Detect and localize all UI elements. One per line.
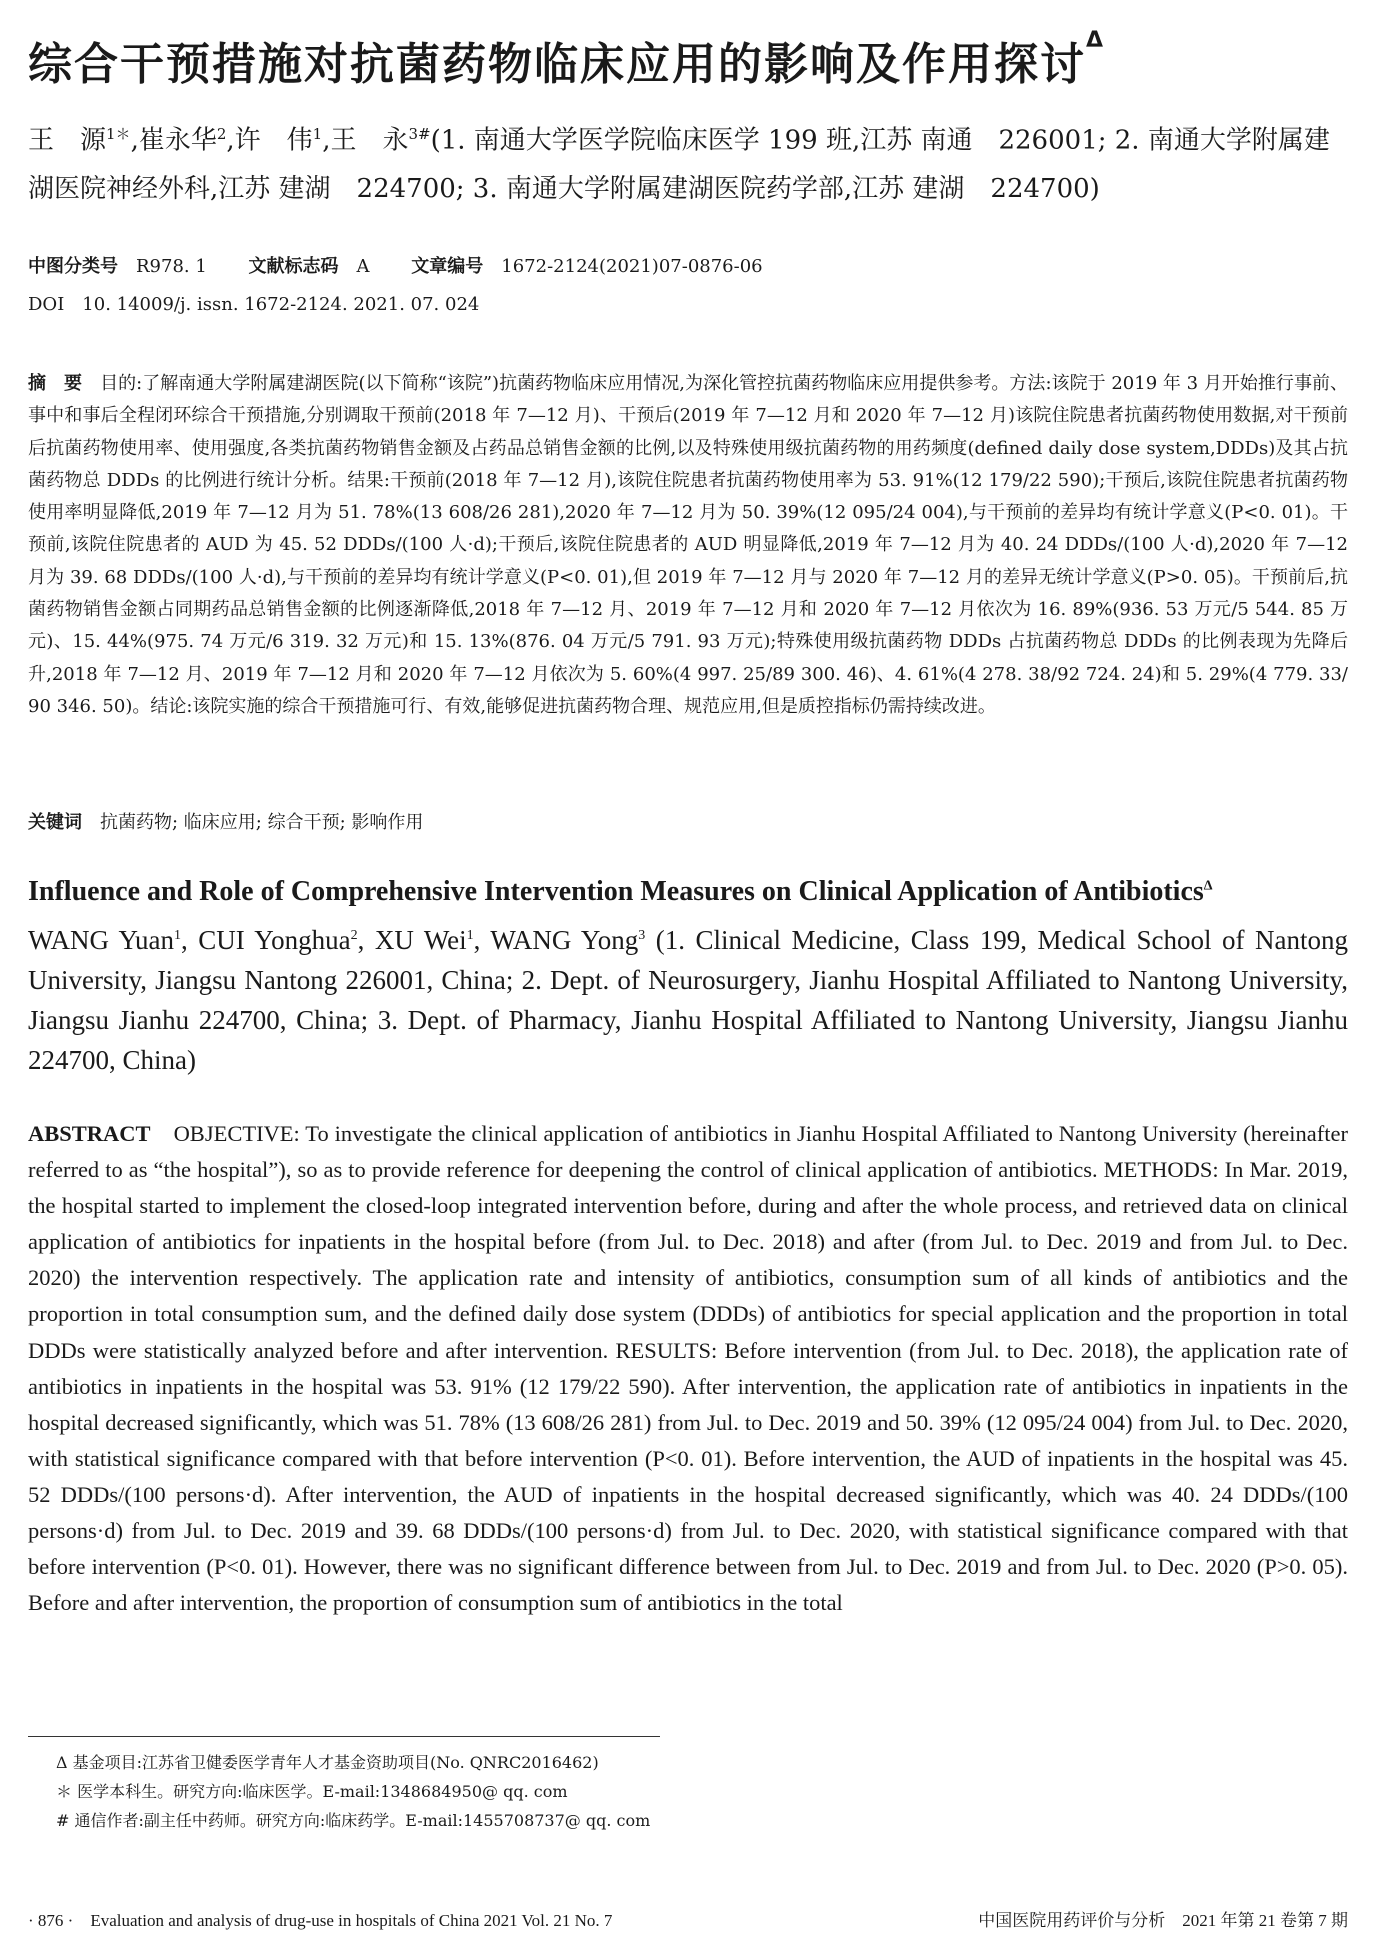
author-cn-2: ,崔永华: [130, 125, 217, 156]
author-cn-4-mark: 3#: [408, 125, 431, 143]
title-en-text: Influence and Role of Comprehensive Intervention Measures on Clinical Application of Antibiotics: [28, 876, 1204, 907]
authors-affiliations-cn: [28, 110, 1348, 213]
article-meta: [28, 248, 1348, 324]
meta-row: [28, 248, 1348, 286]
abstract-en-text: OBJECTIVE: To investigate the clinical application of antibiotics in Jianhu Hospital Affiliated to Nantong University (hereinafter referred to as “the hospital”), so as to provide reference for deepening the control of clinical application of antibiotics. METHODS: In Mar. 2019, the hospital started to implement the closed-loop integrated intervention before, during and after the whole process, and retrieved data on clinical application of antibiotics for inpatients in the hospital before (from Jul. to Dec. 2018) and after (from Jul. to Dec. 2019 and from Jul. to Dec. 2020) the intervention respectively. The application rate and intensity of antibiotics, consumption sum of all kinds of antibiotics and the proportion in total consumption sum, and the defined daily dose system (DDDs) of antibiotics for special application and the proportion in total DDDs were statistically analyzed before and after intervention. RESULTS: Before intervention (from Jul. to Dec. 2018), the application rate of antibiotics in inpatients in the hospital was 53. 91% (12 179/22 590). After intervention, the application rate of antibiotics in inpatients in the hospital decreased significantly, which was 51. 78% (13 608/26 281) from Jul. to Dec. 2019 and 50. 39% (12 095/24 004) from Jul. to Dec. 2020, with statistical significance compared with that before intervention (P<0. 01). Before intervention, the AUD of inpatients in the hospital was 45. 52 DDDs/(100 persons·d). After intervention, the AUD of inpatients in the hospital decreased significantly, which was 40. 24 DDDs/(100 persons·d) from Jul. to Dec. 2019 and 39. 68 DDDs/(100 persons·d) from Jul. to Dec. 2020, with statistical significance compared with that before intervention (P<0. 01). However, there was no significant difference between from Jul. to Dec. 2019 and from Jul. to Dec. 2020 (P>0. 05). Before and after intervention, the proportion of consumption sum of antibiotics in the total: [28, 1121, 1348, 1616]
author-cn-1-mark: 1＊: [106, 125, 131, 143]
footnote-divider: [28, 1736, 660, 1737]
author-en-2-mark: 2: [350, 928, 358, 943]
abstract-cn-label: 摘 要: [28, 373, 83, 394]
article-title-en: [28, 876, 1348, 908]
authors-affiliations-en: [28, 916, 1348, 1080]
author-cn-2-mark: 2: [216, 125, 227, 143]
footer-right: 中国医院用药评价与分析 2021 年第 21 卷第 7 期: [978, 1911, 1348, 1930]
footnotes: [56, 1748, 1306, 1835]
author-en-2: , CUI Yonghua: [181, 925, 351, 955]
article-title-cn: [28, 28, 1348, 92]
author-en-1-mark: 1: [174, 928, 181, 943]
author-en-3: , XU Wei: [357, 925, 467, 955]
author-en-1: WANG Yuan: [28, 925, 174, 955]
keywords-cn-label: 关键词: [28, 812, 82, 833]
clc-label: 中图分类号: [28, 256, 118, 277]
keywords-cn: [28, 808, 1348, 834]
doc-code-value: A: [356, 256, 370, 277]
title-fund-mark: Δ: [1086, 28, 1106, 53]
article-number-value: 1672-2124(2021)07-0876-06: [501, 256, 763, 277]
clc-value: R978. 1: [136, 256, 207, 277]
author-en-4: , WANG Yong: [473, 925, 639, 955]
author-cn-3-mark: 1: [312, 125, 323, 143]
keywords-cn-text: 抗菌药物; 临床应用; 综合干预; 影响作用: [100, 812, 424, 833]
page-footer: [28, 1906, 1348, 1931]
doc-code-label: 文献标志码: [248, 256, 339, 277]
author-cn-1: 王 源: [28, 125, 107, 156]
footnote-fund: Δ 基金项目:江苏省卫健委医学青年人才基金资助项目(No. QNRC2016462): [56, 1753, 599, 1772]
author-en-4-mark: 3: [638, 928, 646, 943]
doi: DOI 10. 14009/j. issn. 1672-2124. 2021. 07. 024: [28, 294, 480, 315]
abstract-en: [28, 1116, 1348, 1621]
author-cn-3: ,许 伟: [226, 125, 313, 156]
footer-left: · 876 · Evaluation and analysis of drug-use in hospitals of China 2021 Vol. 21 No. 7: [28, 1911, 613, 1930]
abstract-en-label: ABSTRACT: [28, 1121, 151, 1146]
abstract-cn-text: 目的:了解南通大学附属建湖医院(以下简称“该院”)抗菌药物临床应用情况,为深化管控抗菌药物临床应用提供参考。方法:该院于 2019 年 3 月开始推行事前、事中和事后全程闭环综合干预措施,分别调取干预前(2018 年 7—12 月)、干预后(2019 年 7—12 月和 2020 年 7—12 月)该院住院患者抗菌药物使用数据,对干预前后抗菌药物使用率、使用强度,各类抗菌药物销售金额及占药品总销售金额的比例,以及特殊使用级抗菌药物的用药频度(defined daily dose system,DDDs)及其占抗菌药物总 DDDs 的比例进行统计分析。结果:干预前(2018 年 7—12 月),该院住院患者抗菌药物使用率为 53. 91%(12 179/22 590);干预后,该院住院患者抗菌药物使用率明显降低,2019 年 7—12 月为 51. 78%(13 608/26 281),2020 年 7—12 月为 50. 39%(12 095/24 004),与干预前的差异均有统计学意义(P<0. 01)。干预前,该院住院患者的 AUD 为 45. 52 DDDs/(100 人·d);干预后,该院住院患者的 AUD 明显降低,2019 年 7—12 月为 40. 24 DDDs/(100 人·d),2020 年 7—12 月为 39. 68 DDDs/(100 人·d),与干预前的差异均有统计学意义(P<0. 01),但 2019 年 7—12 月与 2020 年 7—12 月的差异无统计学意义(P>0. 05)。干预前后,抗菌药物销售金额占同期药品总销售金额的比例逐渐降低,2018 年 7—12 月、2019 年 7—12 月和 2020 年 7—12 月依次为 16. 89%(936. 53 万元/5 544. 85 万元)、15. 44%(975. 74 万元/6 319. 32 万元)和 15. 13%(876. 04 万元/5 791. 93 万元);特殊使用级抗菌药物 DDDs 占抗菌药物总 DDDs 的比例表现为先降后升,2018 年 7—12 月、2019 年 7—12 月和 2020 年 7—12 月依次为 5. 60%(4 997. 25/89 300. 46)、4. 61%(4 278. 38/92 724. 24)和 5. 29%(4 779. 33/90 346. 50)。结论:该院实施的综合干预措施可行、有效,能够促进抗菌药物合理、规范应用,但是质控指标仍需持续改进。: [28, 373, 1348, 717]
affiliations-cn: (1. 南通大学医学院临床医学 199 班,江苏 南通 226001; 2. 南通大学附属建湖医院神经外科,江苏 建湖 224700; 3. 南通大学附属建湖医院药学部,江苏 建湖 224700): [28, 125, 1330, 204]
title-en-fund-mark: Δ: [1203, 878, 1213, 894]
affiliations-en: (1. Clinical Medicine, Class 199, Medical School of Nantong University, Jiangsu Nantong 226001, China; 2. Dept. of Neurosurgery, Jianhu Hospital Affiliated to Nantong University, Jiangsu Jianhu 224700, China; 3. Dept. of Pharmacy, Jianhu Hospital Affiliated to Nantong University, Jiangsu Jianhu 224700, China): [28, 925, 1348, 1075]
title-cn-text: 综合干预措施对抗菌药物临床应用的影响及作用探讨: [28, 39, 1086, 90]
abstract-cn: [28, 368, 1348, 723]
author-cn-4: ,王 永: [322, 125, 409, 156]
author-en-3-mark: 1: [466, 928, 474, 943]
footnote-first-author: ＊ 医学本科生。研究方向:临床医学。E-mail:1348684950@ qq. com: [56, 1782, 568, 1801]
footnote-corresponding-author: # 通信作者:副主任中药师。研究方向:临床药学。E-mail:1455708737@ qq. com: [56, 1811, 651, 1830]
article-number-label: 文章编号: [411, 256, 484, 277]
